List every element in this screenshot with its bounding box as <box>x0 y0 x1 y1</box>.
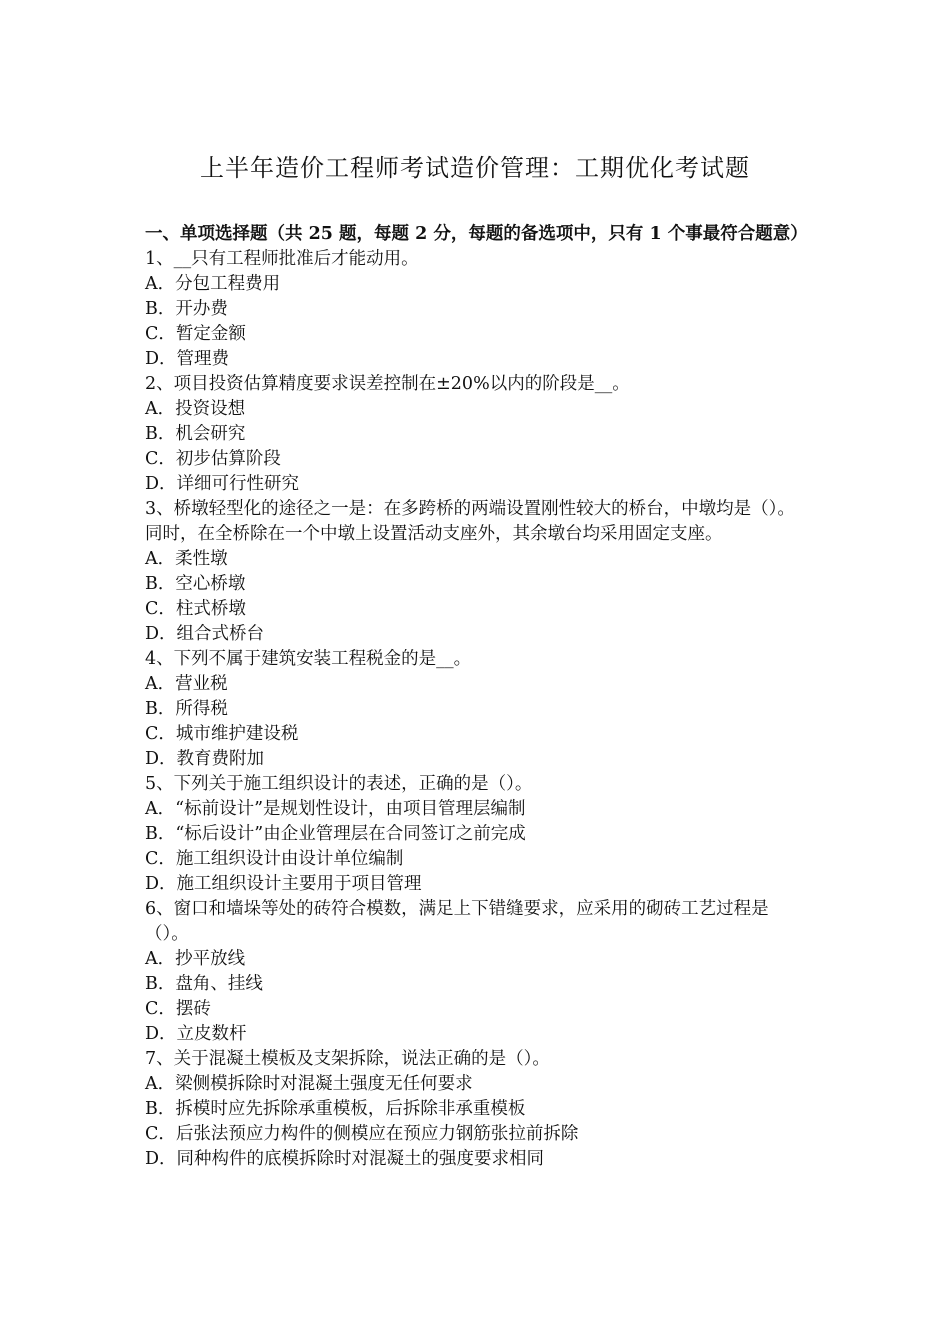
question-2 <box>145 372 810 497</box>
option-b: B．所得税 <box>145 699 228 719</box>
option-d: D．施工组织设计主要用于项目管理 <box>145 874 422 894</box>
question-text: 4、下列不属于建筑安装工程税金的是__。 <box>145 649 472 669</box>
option-a: A．“标前设计”是规划性设计，由项目管理层编制 <box>145 799 526 819</box>
document-title: 上半年造价工程师考试造价管理：工期优化考试题 <box>200 154 750 182</box>
option-c: C．柱式桥墩 <box>145 599 246 619</box>
option-d: D．详细可行性研究 <box>145 474 300 494</box>
question-3 <box>145 497 810 647</box>
option-c: C．暂定金额 <box>145 324 246 344</box>
question-1 <box>145 247 810 372</box>
option-b: B．拆模时应先拆除承重模板，后拆除非承重模板 <box>145 1099 526 1119</box>
option-c: C．摆砖 <box>145 999 211 1019</box>
document-body <box>145 222 810 1172</box>
option-a: A．营业税 <box>145 674 228 694</box>
option-d: D．同种构件的底模拆除时对混凝土的强度要求相同 <box>145 1149 545 1169</box>
question-text: 2、项目投资估算精度要求误差控制在±20%以内的阶段是__。 <box>145 374 630 394</box>
option-d: D．管理费 <box>145 349 230 369</box>
question-text: 3、桥墩轻型化的途径之一是：在多跨桥的两端设置刚性较大的桥台，中墩均是（）。同时，在全桥除在一个中墩上设置活动支座外，其余墩台均采用固定支座。 <box>145 499 795 544</box>
option-a: A．抄平放线 <box>145 949 246 969</box>
option-b: B．“标后设计”由企业管理层在合同签订之前完成 <box>145 824 526 844</box>
question-5 <box>145 772 810 897</box>
question-6 <box>145 897 810 1047</box>
option-c: C．初步估算阶段 <box>145 449 281 469</box>
question-text: 7、关于混凝土模板及支架拆除，说法正确的是（）。 <box>145 1049 550 1069</box>
option-c: C．城市维护建设税 <box>145 724 299 744</box>
question-text: 1、__只有工程师批准后才能动用。 <box>145 249 419 269</box>
option-b: B．空心桥墩 <box>145 574 246 594</box>
option-a: A．分包工程费用 <box>145 274 281 294</box>
option-d: D．教育费附加 <box>145 749 265 769</box>
question-4 <box>145 647 810 772</box>
option-c: C．后张法预应力构件的侧模应在预应力钢筋张拉前拆除 <box>145 1124 579 1144</box>
option-b: B．机会研究 <box>145 424 246 444</box>
question-text: 6、窗口和墙垛等处的砖符合模数，满足上下错缝要求，应采用的砌砖工艺过程是（）。 <box>145 899 769 944</box>
option-a: A．投资设想 <box>145 399 246 419</box>
option-b: B．开办费 <box>145 299 228 319</box>
section-heading: 一、单项选择题（共 25 题，每题 2 分，每题的备选项中，只有 1 个事最符合题意） <box>145 224 808 244</box>
option-a: A．柔性墩 <box>145 549 228 569</box>
question-7 <box>145 1047 810 1172</box>
option-a: A．梁侧模拆除时对混凝土强度无任何要求 <box>145 1074 473 1094</box>
option-b: B．盘角、挂线 <box>145 974 263 994</box>
question-text: 5、下列关于施工组织设计的表述，正确的是（）。 <box>145 774 533 794</box>
option-c: C．施工组织设计由设计单位编制 <box>145 849 404 869</box>
option-d: D．组合式桥台 <box>145 624 265 644</box>
option-d: D．立皮数杆 <box>145 1024 247 1044</box>
